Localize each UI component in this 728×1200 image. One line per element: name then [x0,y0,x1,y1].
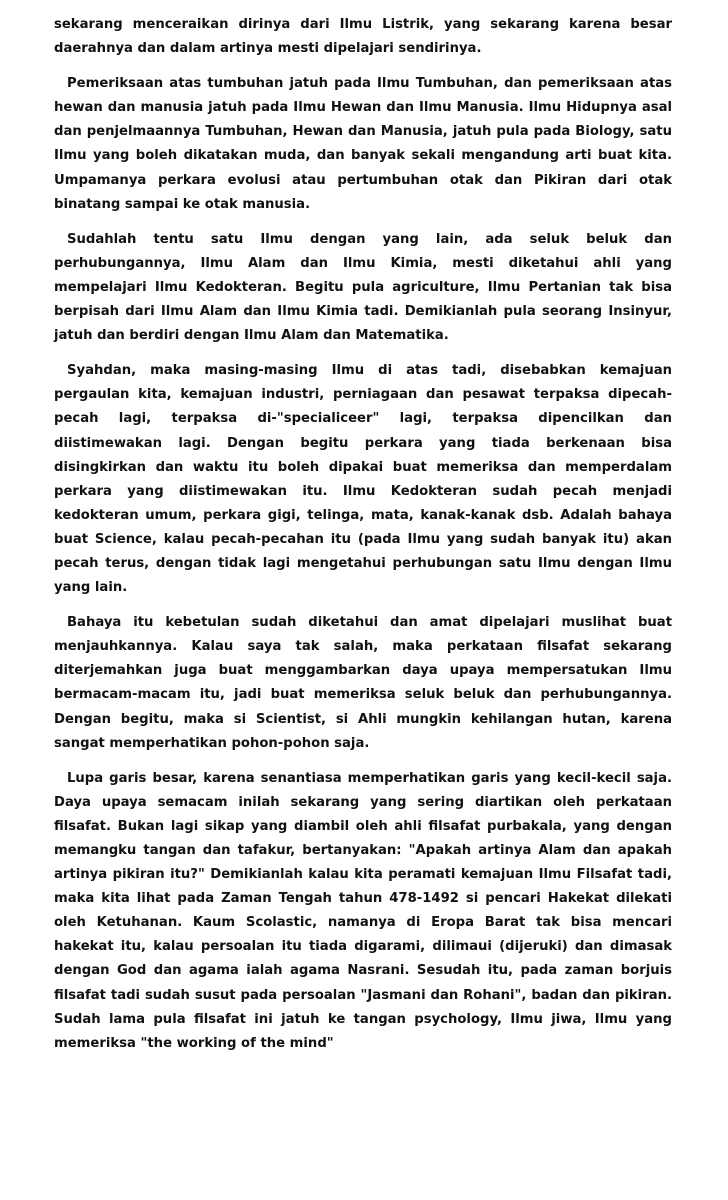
paragraph-3: Sudahlah tentu satu Ilmu dengan yang lain, ada seluk beluk dan perhubungannya, Ilmu Alam dan Ilmu Kimia, mesti diketahui ahli yang mempelajari Ilmu Kedokteran. Begitu pula agriculture, Ilmu Pertanian tak bisa berpisah dari Ilmu Alam dan Ilmu Kimia tadi. Demikianlah pula seorang Insinyur, jatuh dan berdiri dengan Ilmu Alam dan Matematika. [54,231,672,344]
paragraph-5: Bahaya itu kebetulan sudah diketahui dan amat dipelajari muslihat buat menjauhkannya. Kalau saya tak salah, maka perkataan filsafat sekarang diterjemahkan juga buat menggambarkan daya upaya mempersatukan Ilmu bermacam-macam itu, jadi buat memeriksa seluk beluk dan perhubungannya. Dengan begitu, maka si Scientist, si Ahli mungkin kehilangan hutan, karena sangat memperhatikan pohon-pohon saja. [54,615,672,751]
paragraph-2: Pemeriksaan atas tumbuhan jatuh pada Ilmu Tumbuhan, dan pemeriksaan atas hewan dan manusia jatuh pada Ilmu Hewan dan Ilmu Manusia. Ilmu Hidupnya asal dan penjelmaannya Tumbuhan, Hewan dan Manusia, jatuh pula pada Biology, satu Ilmu yang boleh dikatakan muda, dan banyak sekali mengandung arti buat kita. Umpamanya perkara evolusi atau pertumbuhan otak dan Pikiran dari otak binatang sampai ke otak manusia. [54,76,672,212]
paragraph-4: Syahdan, maka masing-masing Ilmu di atas tadi, disebabkan kemajuan pergaulan kita, kemajuan industri, perniagaan dan pesawat terpaksa dipecah-pecah lagi, terpaksa di-"specialiceer" lagi, terpaksa dipencilkan dan diistimewakan lagi. Dengan begitu perkara yang tiada berkenaan bisa disingkirkan dan waktu itu boleh dipakai buat memeriksa dan memperdalam perkara yang diistimewakan itu. Ilmu Kedokteran sudah pecah menjadi kedokteran umum, perkara gigi, telinga, mata, kanak-kanak dsb. Adalah bahaya buat Science, kalau pecah-pecahan itu (pada Ilmu yang sudah banyak itu) akan pecah terus, dengan tidak lagi mengetahui perhubungan satu Ilmu dengan Ilmu yang lain. [54,363,672,596]
document-page [54,13,672,1067]
paragraph-1: sekarang menceraikan dirinya dari Ilmu Listrik, yang sekarang karena besar daerahnya dan dalam artinya mesti dipelajari sendirinya. [54,17,672,57]
paragraph-6: Lupa garis besar, karena senantiasa memperhatikan garis yang kecil-kecil saja. Daya upaya semacam inilah sekarang yang sering diartikan oleh perkataan filsafat. Bukan lagi sikap yang diambil oleh ahli filsafat purbakala, yang dengan memangku tangan dan tafakur, bertanyakan: "Apakah artinya Alam dan apakah artinya pikiran itu?" Demikianlah kalau kita peramati kemajuan Ilmu Filsafat tadi, maka kita lihat pada Zaman Tengah tahun 478-1492 si pencari Hakekat dilekati oleh Ketuhanan. Kaum Scolastic, namanya di Eropa Barat tak bisa mencari hakekat itu, kalau persoalan itu tiada digarami, dilimaui (dijeruki) dan dimasak dengan God dan agama ialah agama Nasrani. Sesudah itu, pada zaman borjuis filsafat tadi sudah susut pada persoalan "Jasmani dan Rohani", badan dan pikiran. Sudah lama pula filsafat ini jatuh ke tangan psychology, Ilmu jiwa, Ilmu yang memeriksa "the working of the mind" [54,770,672,1051]
